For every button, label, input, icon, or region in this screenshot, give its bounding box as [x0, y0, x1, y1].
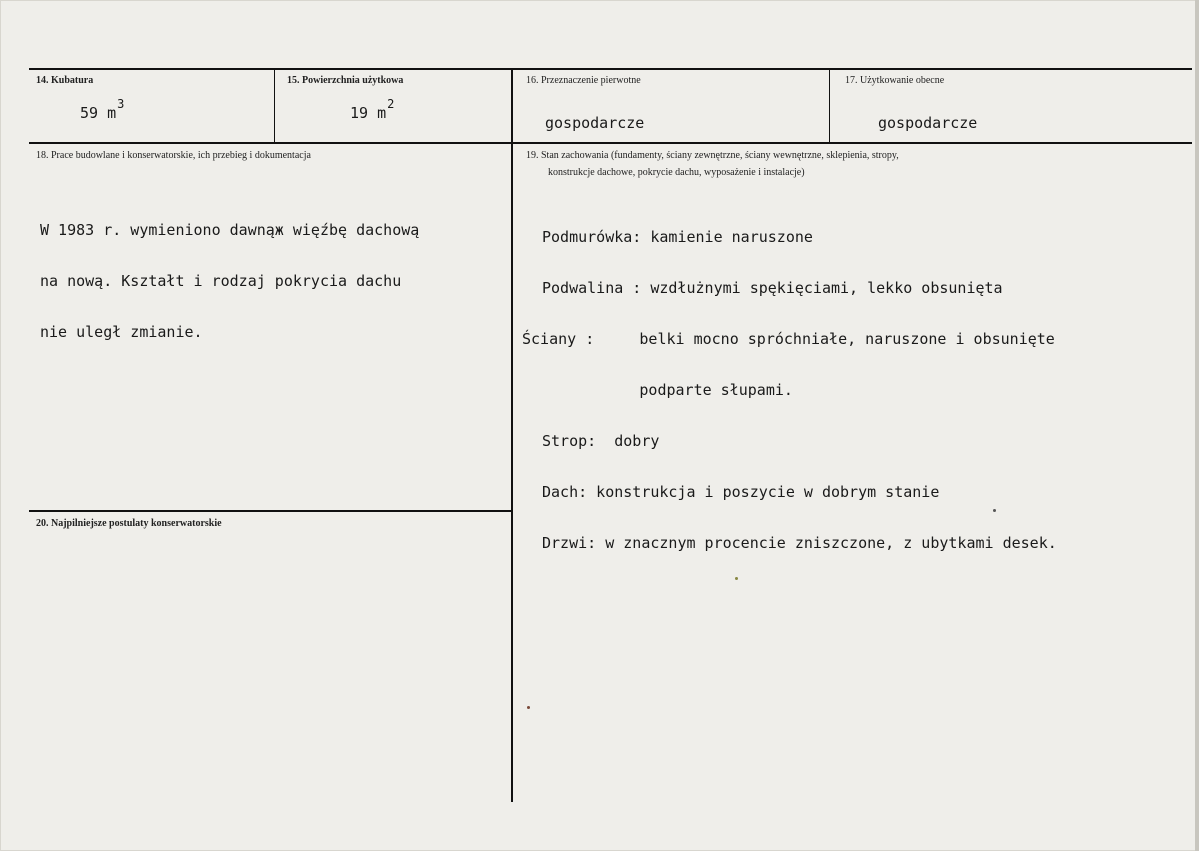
field-19-label-cont: konstrukcje dachowe, pokrycie dachu, wyposażenie i instalacje)	[548, 167, 805, 178]
field-15-label: 15. Powierzchnia użytkowa	[287, 75, 404, 86]
field-19-line: Podmurówka: kamienie naruszone	[542, 228, 813, 246]
col-divider-1	[274, 69, 275, 143]
field-18-line: nie uległ zmianie.	[40, 323, 203, 341]
field-18-line: W 1983 r. wymieniono dawnąж więźbę dachową	[40, 221, 420, 239]
field-19-line: Drzwi: w znacznym procencie zniszczone, z ubytkami desek.	[542, 534, 1057, 552]
paper-speck	[527, 706, 530, 709]
paper-speck	[735, 577, 738, 580]
card-edge	[1195, 0, 1199, 851]
field-20-label: 20. Najpilniejsze postulaty konserwatorskie	[36, 518, 222, 529]
field-15-value	[350, 97, 395, 122]
field-15-number: 19 m	[350, 104, 387, 122]
field-18-label: 18. Prace budowlane i konserwatorskie, ich przebieg i dokumentacja	[36, 150, 311, 161]
field-17-label: 17. Użytkowanie obecne	[845, 75, 945, 86]
field-17-value: gospodarcze	[878, 114, 978, 132]
paper-speck	[993, 509, 996, 512]
row1-bottom-rule	[29, 142, 1192, 144]
field-14-value	[80, 97, 125, 122]
top-rule	[29, 68, 1192, 70]
field-19-line: Ściany : belki mocno spróchniałe, naruszone i obsunięte	[522, 330, 1055, 348]
field-15-exponent: 2	[387, 97, 395, 111]
field-14-number: 59 m	[80, 104, 117, 122]
field-19-label: 19. Stan zachowania (fundamenty, ściany zewnętrzne, ściany wewnętrzne, sklepienia, stropy,	[526, 150, 899, 161]
field-19-line: Dach: konstrukcja i poszycie w dobrym stanie	[542, 483, 940, 501]
field-19-line: Podwalina : wzdłużnymi spękięciami, lekko obsunięta	[542, 279, 1003, 297]
field-19-line: podparte słupami.	[522, 381, 793, 399]
col-divider-3	[829, 69, 830, 143]
section20-top-rule	[29, 510, 512, 512]
field-14-label: 14. Kubatura	[36, 75, 94, 86]
field-19-line: Strop: dobry	[542, 432, 660, 450]
field-16-value: gospodarcze	[545, 114, 645, 132]
col-divider-2	[511, 69, 513, 802]
field-18-line: na nową. Kształt i rodzaj pokrycia dachu	[40, 272, 402, 290]
field-16-label: 16. Przeznaczenie pierwotne	[526, 75, 641, 86]
field-18-text	[40, 188, 419, 375]
field-14-exponent: 3	[117, 97, 125, 111]
field-19-text	[522, 195, 1057, 586]
